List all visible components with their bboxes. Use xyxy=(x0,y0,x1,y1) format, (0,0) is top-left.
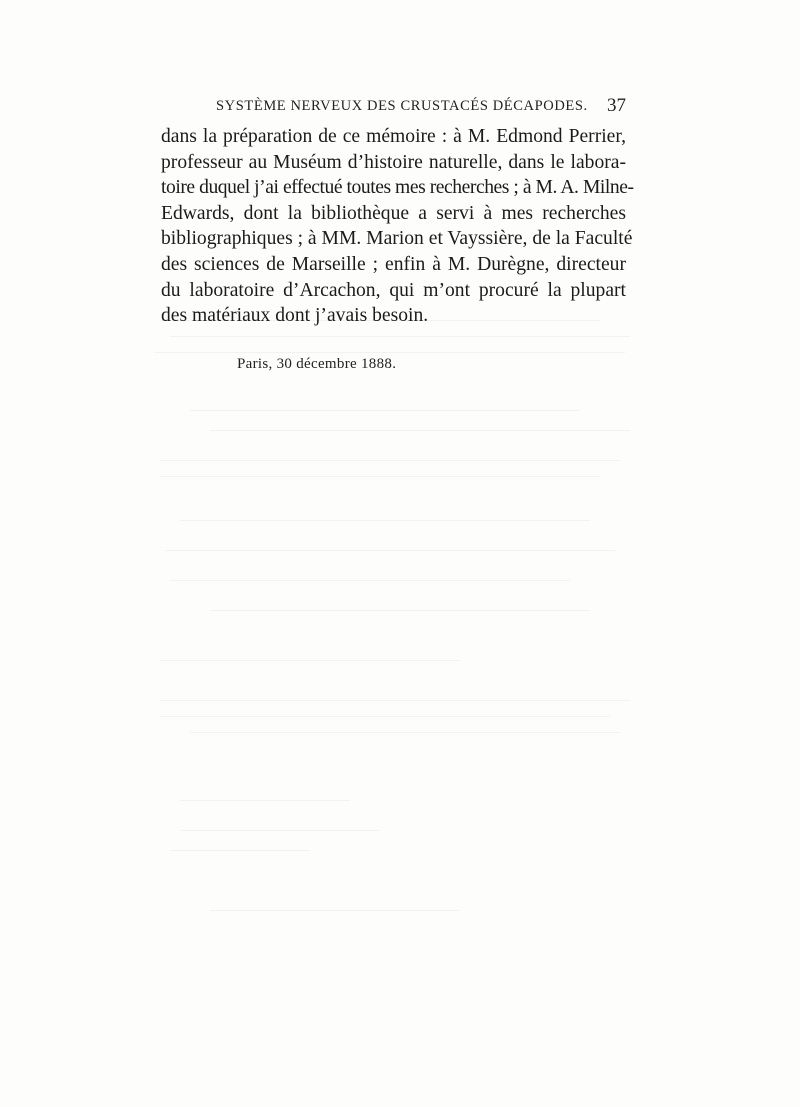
text-line: toire duquel j’ai effectué toutes mes recherches ; à M. A. Milne- xyxy=(161,177,634,199)
page-number: 37 xyxy=(607,95,626,116)
show-through-texture xyxy=(150,320,640,970)
text-line: professeur au Muséum d’histoire naturelle, dans le labora- xyxy=(161,151,626,173)
running-header xyxy=(161,92,626,116)
text-line: des matériaux dont j’avais besoin. xyxy=(161,305,429,327)
text-line: bibliographiques ; à MM. Marion et Vayssière, de la Faculté xyxy=(161,228,633,250)
text-line: des sciences de Marseille ; enfin à M. Durègne, directeur xyxy=(161,253,626,275)
body-paragraph xyxy=(161,124,634,329)
text-line: du laboratoire d’Arcachon, qui m’ont procuré la plupart xyxy=(161,279,626,301)
text-line: Edwards, dont la bibliothèque a servi à mes recherches xyxy=(161,202,626,224)
date-signoff: Paris, 30 décembre 1888. xyxy=(237,356,397,372)
running-title: SYSTÈME NERVEUX DES CRUSTACÉS DÉCAPODES. xyxy=(216,98,588,114)
text-line: dans la préparation de ce mémoire : à M. Edmond Perrier, xyxy=(161,126,626,147)
